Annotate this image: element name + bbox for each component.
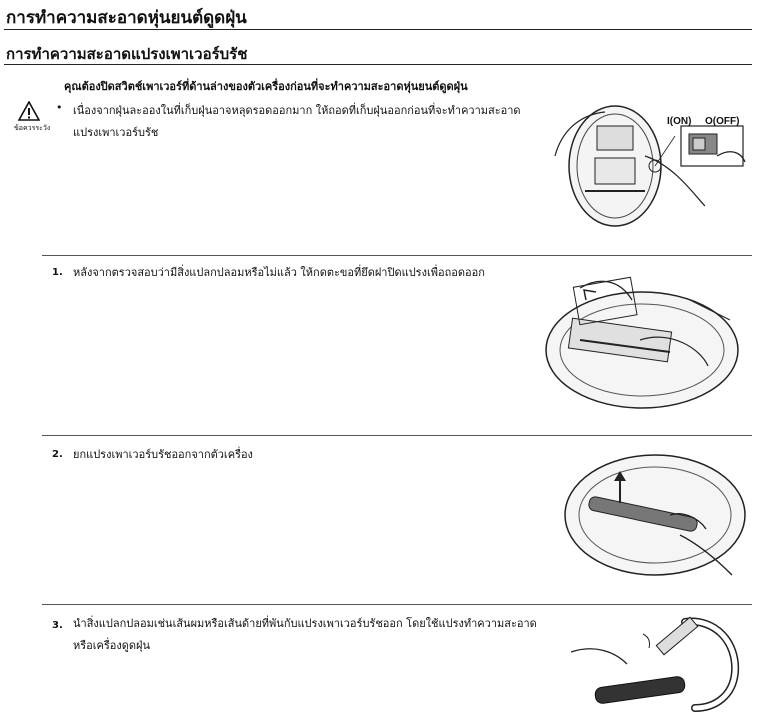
step-3-line-2: หรือเครื่องดูดฝุ่น bbox=[73, 639, 151, 652]
step-1-rule bbox=[42, 255, 752, 256]
section-rule bbox=[4, 64, 752, 65]
brush-cover-illustration bbox=[540, 270, 745, 420]
step-1-number: 1. bbox=[52, 267, 63, 278]
caution-icon-label: ข้อควรระวัง bbox=[14, 124, 51, 132]
caution-bullet-text bbox=[73, 100, 533, 144]
switch-off-label: O(OFF) bbox=[705, 116, 740, 127]
step-1-text: หลังจากตรวจสอบว่ามีสิ่งแปลกปลอมหรือไม่แล้ว ให้กดตะขอที่ยึดฝาปิดแปรงเพื่อถอดออก bbox=[73, 266, 485, 279]
title-rule bbox=[4, 29, 752, 30]
bullet-dot: • bbox=[56, 101, 63, 114]
step-2-rule bbox=[42, 435, 752, 436]
step-2-number: 2. bbox=[52, 449, 63, 460]
section-title: การทำความสะอาดแปรงเพาเวอร์บรัช bbox=[6, 45, 248, 63]
clean-brush-illustration bbox=[565, 612, 750, 717]
step-2-text: ยกแปรงเพาเวอร์บรัชออกจากตัวเครื่อง bbox=[73, 448, 253, 461]
page-title: การทำความสะอาดหุ่นยนต์ดูดฝุ่น bbox=[6, 8, 247, 28]
switch-on-label: I(ON) bbox=[667, 116, 692, 127]
power-switch-illustration bbox=[545, 96, 750, 231]
caution-bullet-line-1: เนื่องจากฝุ่นละอองในที่เก็บฝุ่นอาจหลุดรอดออกมาก ให้ถอดที่เก็บฝุ่นออกก่อนที่จะทำความสะอาด bbox=[73, 104, 521, 117]
step-3-rule bbox=[42, 604, 752, 605]
step-3-number: 3. bbox=[52, 620, 63, 631]
step-3-line-1: นำสิ่งแปลกปลอมเช่นเส้นผมหรือเส้นด้ายที่พันกับแปรงเพาเวอร์บรัชออก โดยใช้แปรงทำความสะอาด bbox=[73, 617, 537, 630]
lift-brush-illustration bbox=[560, 445, 750, 585]
caution-icon-group bbox=[14, 101, 51, 134]
caution-heading: คุณต้องปิดสวิตช์เพาเวอร์ที่ด้านล่างของตัวเครื่องก่อนที่จะทำความสะอาดหุ่นยนต์ดูดฝุ่น bbox=[64, 80, 468, 93]
step-3-text bbox=[73, 613, 543, 657]
caution-bullet-line-2: แปรงเพาเวอร์บรัช bbox=[73, 126, 159, 139]
warning-icon bbox=[18, 101, 40, 121]
